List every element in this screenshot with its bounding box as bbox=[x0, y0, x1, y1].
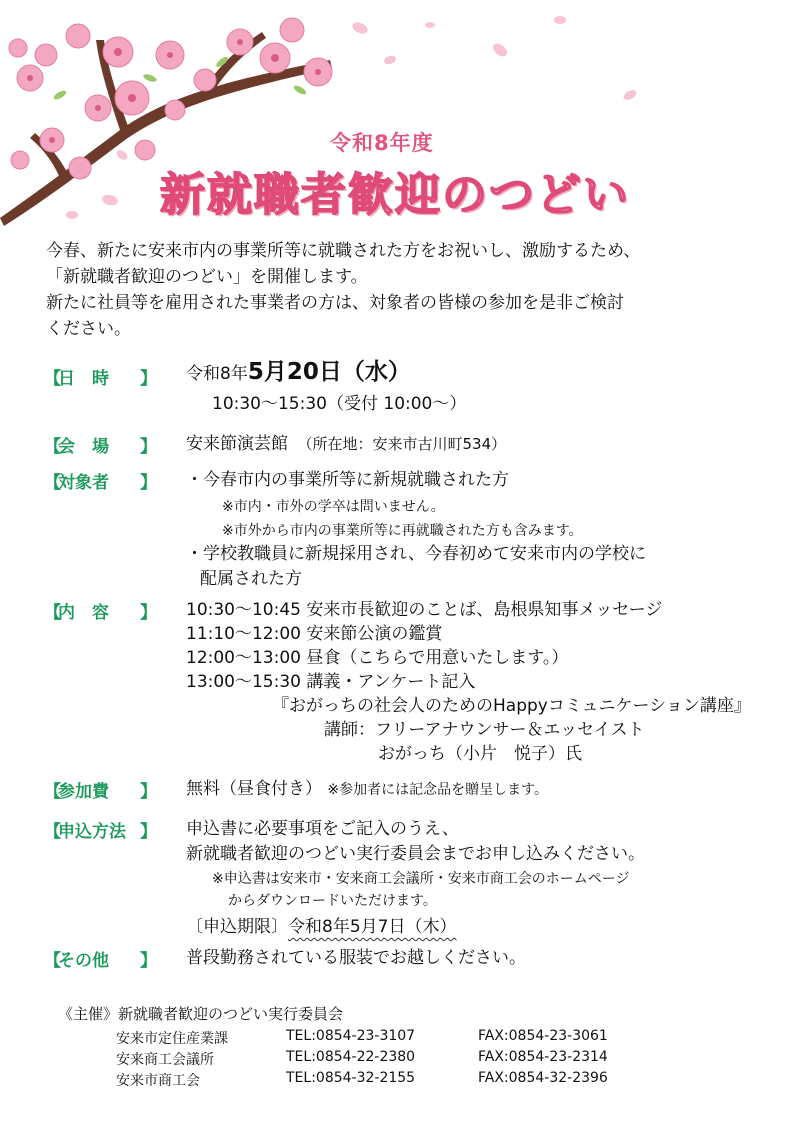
organizer-section bbox=[58, 1003, 343, 1025]
org-fax: FAX:0854-32-2396 bbox=[478, 1070, 608, 1086]
target-note: ※市外から市内の事業所等に再就職された方も含みます。 bbox=[222, 523, 583, 539]
fee-value: 無料（昼食付き） ※参加者には記念品を贈呈します。 bbox=[186, 779, 549, 799]
content-label: 【 内 容 】 bbox=[44, 603, 157, 623]
target-label: 【 対象者 】 bbox=[44, 473, 157, 493]
org-name: 安来市商工会 bbox=[116, 1073, 200, 1089]
apply-line: 申込書に必要事項をご記入のうえ、 bbox=[186, 819, 460, 839]
intro-paragraph bbox=[46, 238, 766, 342]
program-item: 11:10～12:00 安来節公演の鑑賞 bbox=[186, 624, 443, 644]
venue-label: 【 会 場 】 bbox=[44, 437, 157, 457]
apply-note: からダウンロードいただけます。 bbox=[228, 893, 437, 909]
org-fax: FAX:0854-23-2314 bbox=[478, 1049, 608, 1065]
lecturer-role: 講師：フリーアナウンサー＆エッセイスト bbox=[324, 720, 645, 740]
org-tel: TEL:0854-23-3107 bbox=[286, 1028, 416, 1044]
other-value: 普段勤務されている服装でお越しください。 bbox=[186, 948, 526, 968]
org-fax: FAX:0854-23-3061 bbox=[478, 1028, 608, 1044]
org-tel: TEL:0854-32-2155 bbox=[286, 1070, 416, 1086]
intro-line: 今春、新たに安来市内の事業所等に就職された方をお祝いし、激励するため、 bbox=[46, 241, 641, 261]
intro-line: ください。 bbox=[46, 319, 131, 339]
event-title: 新就職者歓迎のつどい bbox=[160, 168, 631, 221]
blossom-cluster-icon bbox=[9, 18, 332, 179]
target-line: ・今春市内の事業所等に新規就職された方 bbox=[186, 470, 509, 490]
target-note: ※市内・市外の学卒は問いません。 bbox=[222, 499, 445, 515]
date-value: 令和8年5月20日（水） bbox=[186, 359, 411, 385]
apply-note: ※申込書は安来市・安来商工会議所・安来市商工会のホームページ bbox=[212, 871, 630, 887]
target-line: 配属された方 bbox=[200, 569, 302, 589]
org-tel: TEL:0854-22-2380 bbox=[286, 1049, 416, 1065]
other-label: 【 その他 】 bbox=[44, 951, 157, 971]
event-year: 令和8年度 bbox=[330, 131, 434, 155]
deadline: 〔申込期限〕令和8年5月7日（木） bbox=[186, 917, 457, 937]
apply-line: 新就職者歓迎のつどい実行委員会までお申し込みください。 bbox=[186, 844, 645, 864]
program-item: 10:30～10:45 安来市長歓迎のことば、島根県知事メッセージ bbox=[186, 600, 663, 620]
organizer-heading: 《主催》新就職者歓迎のつどい実行委員会 bbox=[58, 1005, 344, 1023]
apply-label: 【 申込方法 】 bbox=[44, 822, 157, 842]
fee-label: 【 参加費 】 bbox=[44, 782, 157, 802]
date-label: 【 日 時 】 bbox=[44, 369, 157, 389]
program-item: 13:00～15:30 講義・アンケート記入 bbox=[186, 672, 476, 692]
org-name: 安来商工会議所 bbox=[116, 1052, 214, 1068]
org-name: 安来市定住産業課 bbox=[116, 1031, 228, 1047]
time-value: 10:30～15:30（受付 10:00～） bbox=[212, 394, 467, 414]
program-item: 12:00～13:00 昼食（こちらで用意いたします。） bbox=[186, 648, 569, 668]
intro-line: 新たに社員等を雇用された事業者の方は、対象者の皆様の参加を是非ご検討 bbox=[46, 293, 624, 313]
target-line: ・学校教職員に新規採用され、今春初めて安来市内の学校に bbox=[186, 544, 647, 564]
lecture-title: 『おがっちの社会人のためのHappyコミュニケーション講座』 bbox=[272, 696, 751, 716]
lecturer-name: おがっち（小片 悦子）氏 bbox=[378, 744, 582, 764]
venue-value: 安来節演芸館 （所在地：安来市古川町534） bbox=[186, 434, 507, 454]
intro-line: 「新就職者歓迎のつどい」を開催します。 bbox=[46, 267, 368, 287]
